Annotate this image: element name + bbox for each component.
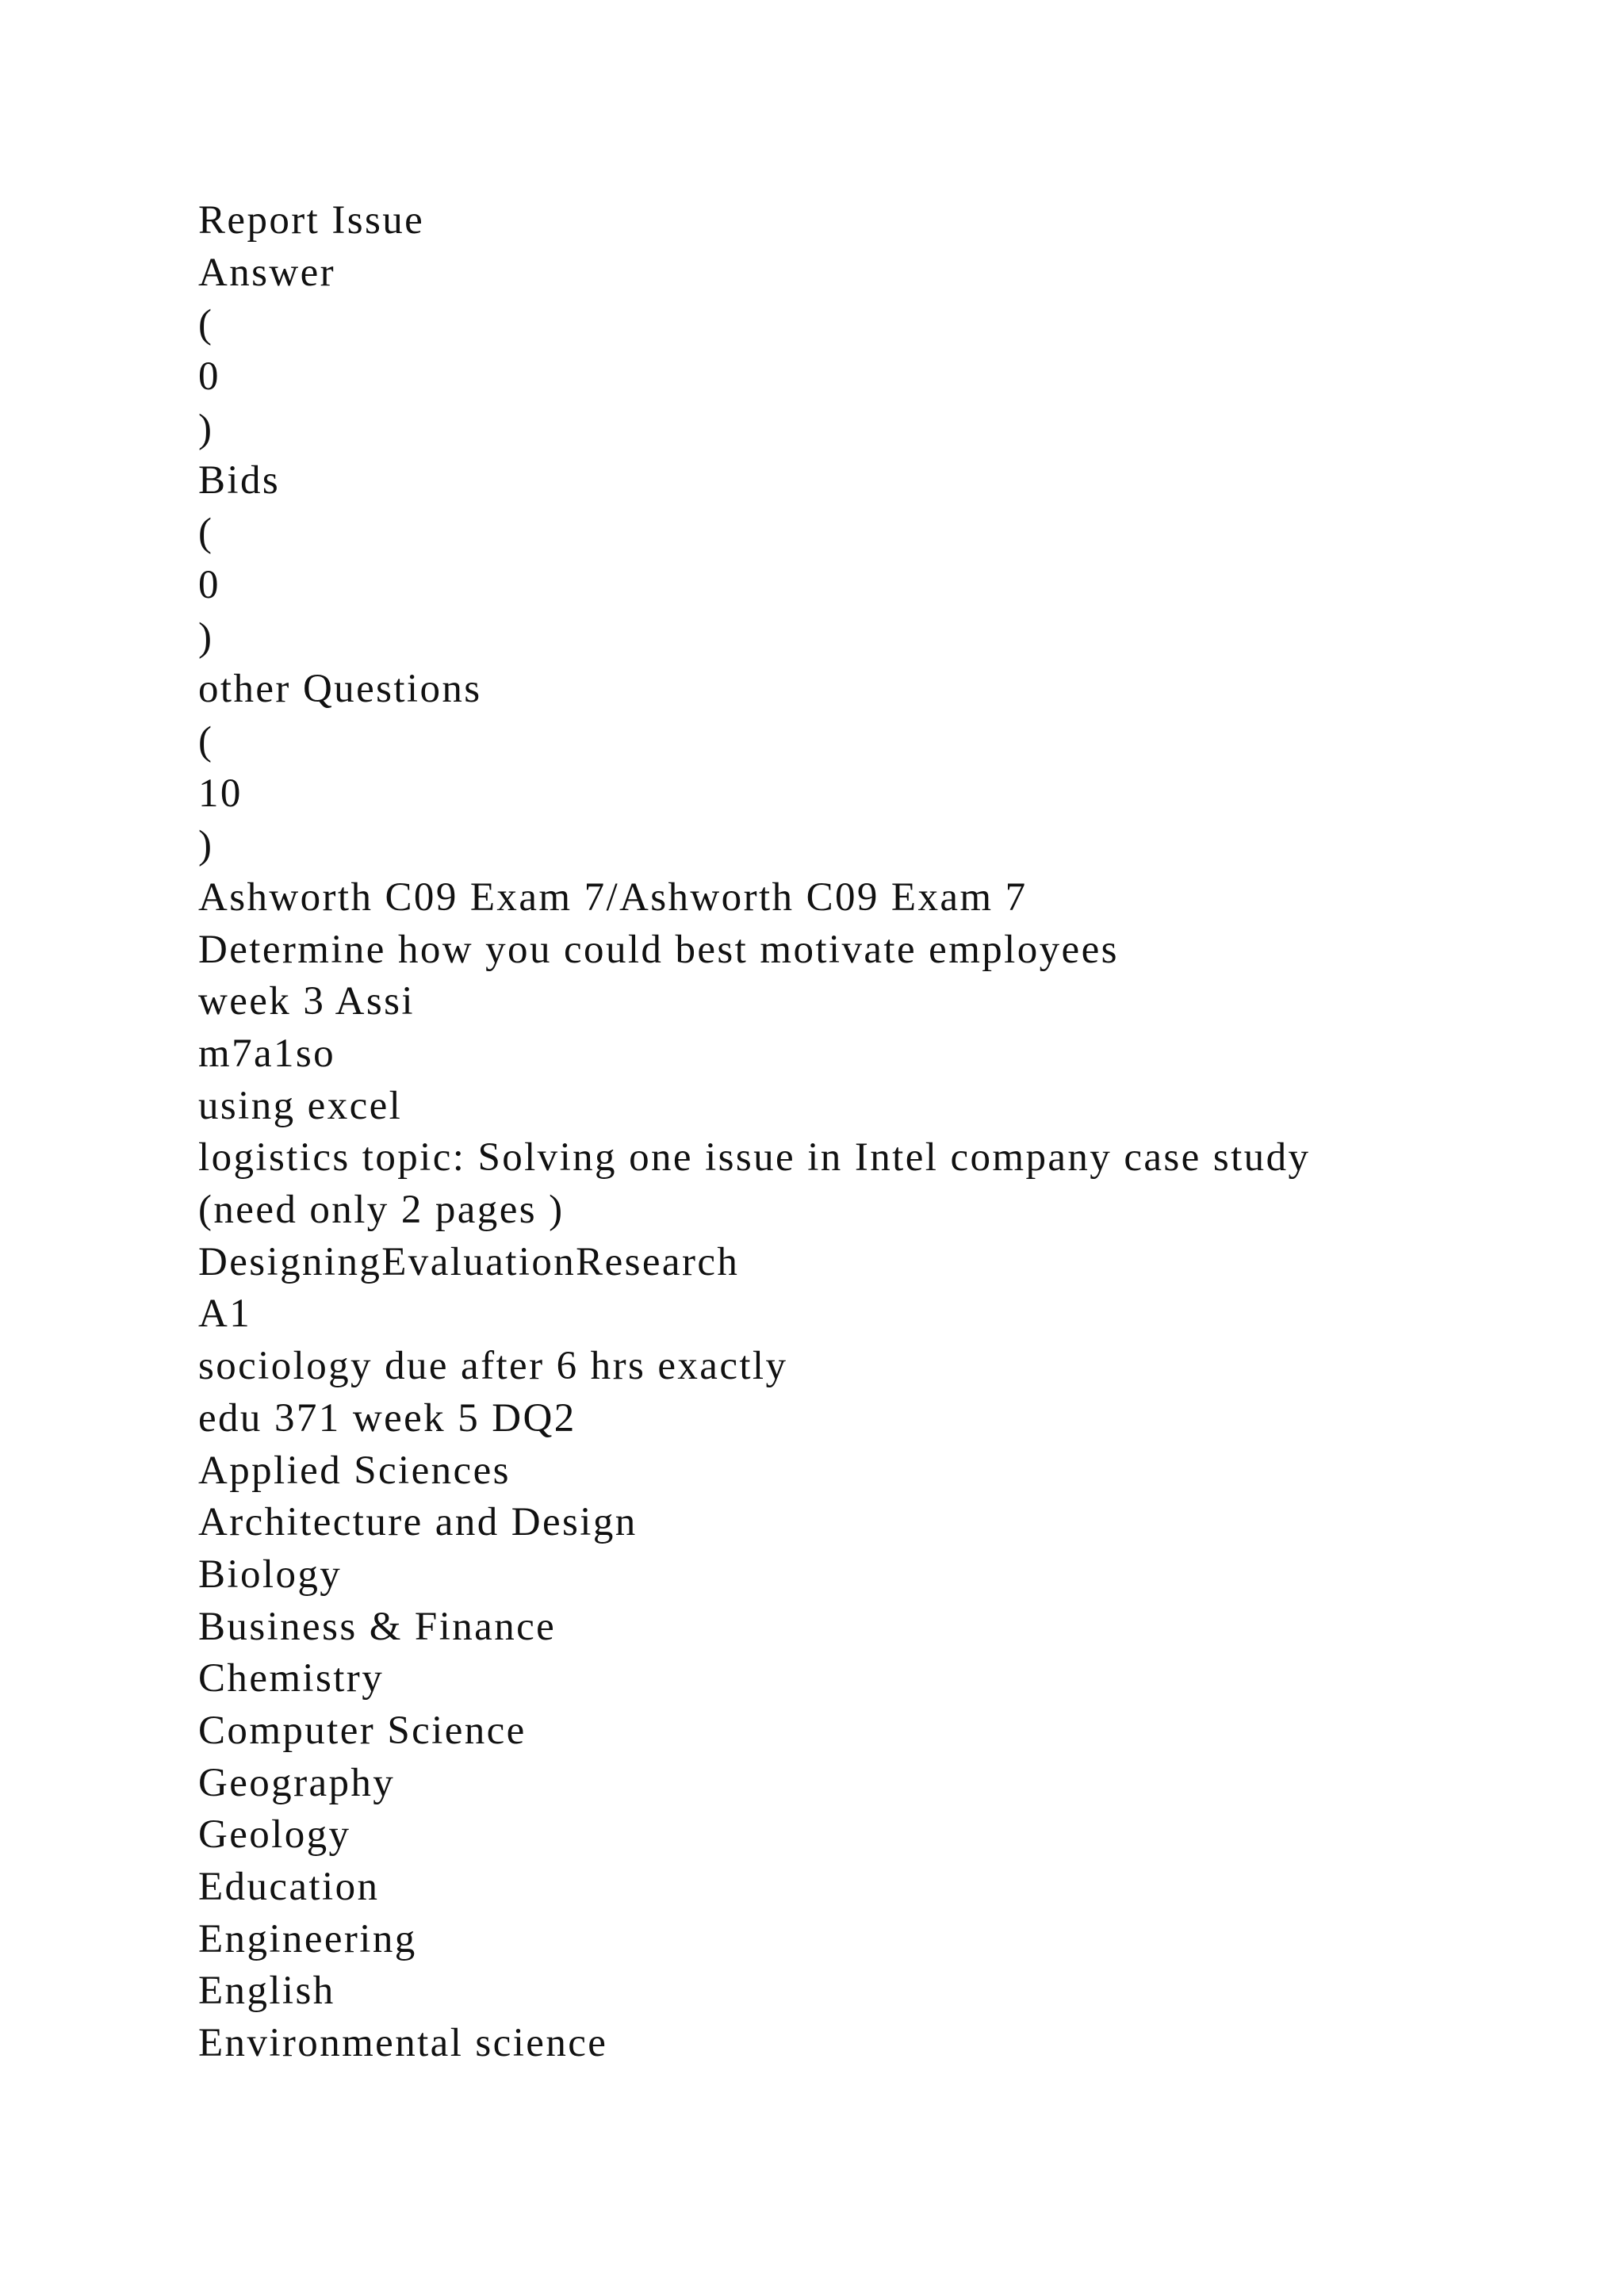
question-link[interactable]: A1 xyxy=(198,1292,252,1337)
other-questions-count: 10 xyxy=(198,771,243,816)
answer-tab-label[interactable]: Answer xyxy=(198,250,336,295)
subject-link[interactable]: Engineering xyxy=(198,1916,417,1961)
subject-link[interactable]: Biology xyxy=(198,1552,343,1597)
bids-tab-label[interactable]: Bids xyxy=(198,458,281,503)
subject-link[interactable]: Geology xyxy=(198,1812,351,1858)
subject-link[interactable]: Computer Science xyxy=(198,1708,527,1753)
subject-link[interactable]: English xyxy=(198,1969,335,2014)
question-link[interactable]: sociology due after 6 hrs exactly xyxy=(198,1344,788,1389)
subject-link[interactable]: Geography xyxy=(198,1760,396,1805)
subject-link[interactable]: Applied Sciences xyxy=(198,1448,511,1493)
answer-count-close-paren: ) xyxy=(198,406,214,451)
question-link[interactable]: m7a1so xyxy=(198,1031,336,1076)
answer-count-open-paren: ( xyxy=(198,302,214,347)
question-link[interactable]: Ashworth C09 Exam 7/Ashworth C09 Exam 7 xyxy=(198,874,1028,920)
question-link[interactable]: using excel xyxy=(198,1083,403,1128)
bids-count: 0 xyxy=(198,562,220,607)
subject-link[interactable]: Business & Finance xyxy=(198,1604,557,1649)
subject-link[interactable]: Environmental science xyxy=(198,2021,608,2066)
subject-link[interactable]: Architecture and Design xyxy=(198,1500,638,1545)
question-link[interactable]: (need only 2 pages ) xyxy=(198,1188,565,1233)
answer-count: 0 xyxy=(198,354,220,400)
subject-link[interactable]: Chemistry xyxy=(198,1656,385,1701)
question-link[interactable]: logistics topic: Solving one issue in Intel company case study xyxy=(198,1135,1311,1181)
report-issue-link[interactable]: Report Issue xyxy=(198,198,425,243)
question-link[interactable]: week 3 Assi xyxy=(198,979,415,1024)
bids-count-close-paren: ) xyxy=(198,614,214,660)
question-link[interactable]: DesigningEvaluationResearch xyxy=(198,1239,740,1284)
text-lines xyxy=(198,195,1310,2070)
other-questions-tab-label[interactable]: other Questions xyxy=(198,667,482,712)
other-questions-count-open-paren: ( xyxy=(198,718,214,763)
subject-link[interactable]: Education xyxy=(198,1865,380,1909)
other-questions-count-close-paren: ) xyxy=(198,823,214,868)
bids-count-open-paren: ( xyxy=(198,511,214,556)
question-link[interactable]: edu 371 week 5 DQ2 xyxy=(198,1395,576,1441)
question-link[interactable]: Determine how you could best motivate employees xyxy=(198,927,1119,972)
